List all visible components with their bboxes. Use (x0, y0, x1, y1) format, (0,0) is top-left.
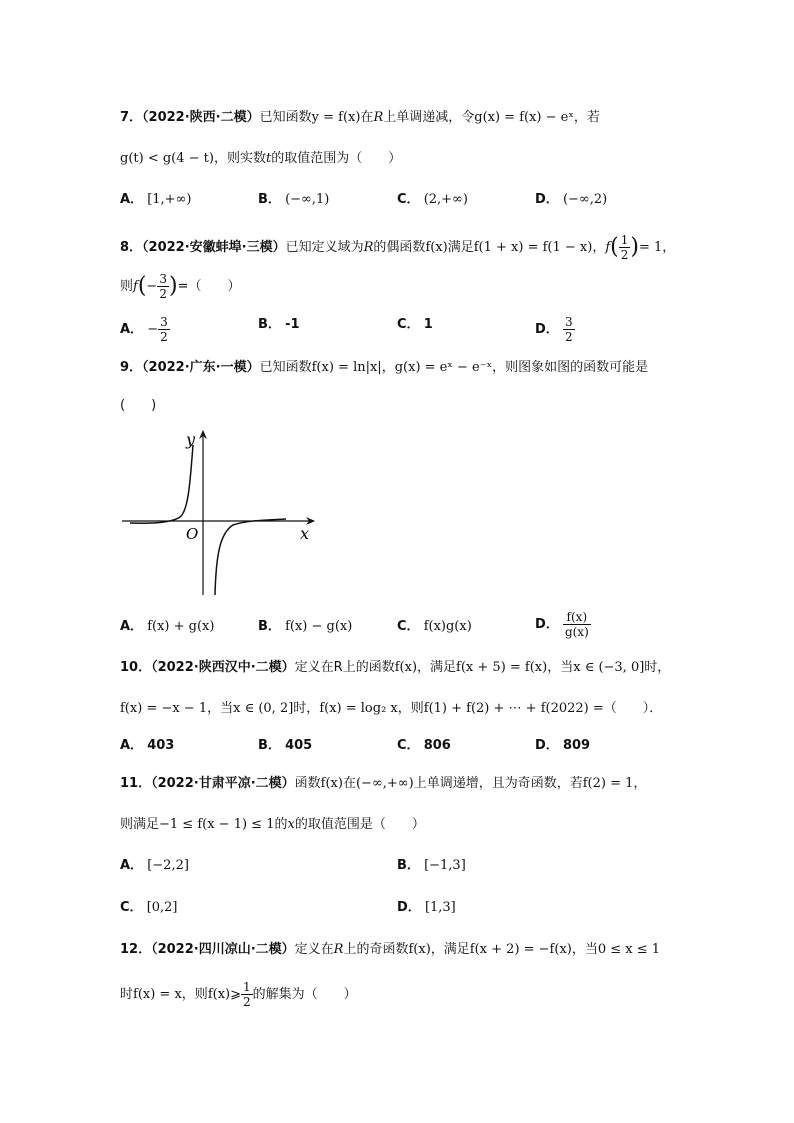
option-value: -1 (285, 317, 300, 332)
q8-R: R (363, 240, 374, 255)
q8-minus: − (146, 279, 158, 294)
q8-text: 的偶函数 (373, 240, 426, 255)
option-value: (−∞,1) (285, 192, 330, 207)
option-letter: C． (397, 317, 420, 332)
option-value: f(x)g(x) (423, 619, 472, 634)
q9-text: 已知函数 (259, 360, 312, 375)
q10-formula: f(x + 5) = f(x) (456, 660, 548, 675)
x-axis-label: x (300, 524, 310, 543)
q7-formula: g(x) = f(x) − eˣ (474, 110, 574, 125)
q8-option-a[interactable] (120, 315, 170, 344)
option-sign: − (147, 322, 159, 337)
q7-formula: y = f(x) (311, 110, 361, 125)
q10-R: R (333, 660, 343, 675)
option-letter: B． (397, 858, 420, 873)
q12-fx: f(x) (408, 942, 431, 957)
q11-fx: f(x) (320, 776, 343, 791)
q7-formula: g(t) < g(4 − t) (120, 151, 214, 166)
q11-option-c[interactable] (120, 898, 178, 918)
q11-option-d[interactable] (397, 898, 456, 918)
q10-formula: f(x) = log₂ x (319, 701, 398, 716)
curve-left-branch (130, 445, 193, 523)
q12-formula: 0 ≤ x ≤ 1 (597, 942, 661, 957)
option-letter: D． (535, 738, 559, 753)
q11-number: 11． (120, 776, 152, 791)
q7-text: 已知函数 (259, 110, 312, 125)
q8-number: 8． (120, 240, 143, 255)
option-letter: C． (397, 192, 420, 207)
option-value: 403 (147, 738, 175, 753)
q9-formula: f(x) = ln|x| (311, 360, 382, 375)
q9-formula: g(x) = eˣ − e⁻ˣ (394, 360, 493, 375)
q9-source: （2022·广东·一模） (142, 360, 260, 375)
option-letter: C． (120, 900, 143, 915)
q8-text: 则 (120, 279, 134, 294)
q11-var: x (287, 817, 295, 832)
q9-option-d[interactable] (535, 610, 591, 639)
q8-source: （2022·安徽蚌埠·三模） (142, 240, 286, 255)
q12-text: 上的奇函数 (343, 942, 409, 957)
q10-formula: f(x) = −x − 1 (120, 701, 208, 716)
option-value: [−1,3] (424, 858, 466, 873)
q10-formula: f(1) + f(2) + ⋯ + f(2022) = (423, 701, 604, 716)
q10-text: ，当 (547, 660, 574, 675)
q8-option-b[interactable] (258, 315, 300, 335)
q10-text: （ ）． (603, 701, 663, 716)
option-letter: A． (120, 322, 144, 337)
option-value: (2,+∞) (423, 192, 468, 207)
q11-text: 上单调递增，且为奇函数，若 (413, 776, 583, 791)
q11-formula: (−∞,+∞) (355, 776, 414, 791)
q7-option-a[interactable] (120, 190, 191, 210)
q10-option-d[interactable] (535, 736, 590, 756)
option-letter: D． (535, 192, 559, 207)
option-value: 809 (562, 738, 591, 753)
option-letter: D． (535, 617, 559, 632)
q7-text: 上单调递减，令 (383, 110, 475, 125)
option-value: [1,3] (424, 900, 456, 915)
q8-line1: 8．（2022·安徽蚌埠·三模）已知定义域为R的偶函数f(x)满足f(1 + x) = f(1 − x)，f( $\frac{1}{2}$ )= 1， (120, 233, 676, 262)
q7-line1 (120, 108, 600, 128)
q9-graph (118, 425, 323, 600)
q7-text: ，若 (573, 110, 600, 125)
q10-fx: f(x) (394, 660, 418, 675)
q9-option-c[interactable] (397, 617, 472, 637)
q8-text: ， (592, 240, 606, 255)
option-letter: A． (120, 858, 144, 873)
q9-line1 (120, 358, 648, 378)
q12-text: 定义在 (294, 942, 334, 957)
q10-formula: x ∈ (−3, 0] (573, 660, 645, 675)
q10-text: 定义在 (294, 660, 334, 675)
q7-R: R (373, 110, 384, 125)
q8-line2: 则f(− $\frac{3}{2}$ )=（ ） (120, 272, 241, 301)
q7-var: t (265, 151, 272, 166)
option-value: 405 (285, 738, 313, 753)
q7-number: 7． (120, 110, 143, 125)
q12-R: R (333, 942, 344, 957)
q11-option-b[interactable] (397, 856, 466, 876)
q12-number: 12． (120, 942, 152, 957)
option-letter: C． (397, 738, 420, 753)
q12-source: （2022·四川凉山·二模） (151, 942, 295, 957)
q9-number: 9． (120, 360, 143, 375)
q10-text: ，当 (207, 701, 234, 716)
q10-source: （2022·陕西汉中·二模） (151, 660, 295, 675)
y-axis-label: y (186, 430, 196, 449)
q11-option-a[interactable] (120, 856, 189, 876)
origin-label: O (186, 525, 199, 543)
q8-text: ， (662, 240, 676, 255)
q8-text: 已知定义域为 (285, 240, 364, 255)
q12-formula: f(x) = x (133, 987, 182, 1002)
q11-source: （2022·甘肃平凉·二模） (151, 776, 295, 791)
q9-text: ，则图象如图的函数可能是 (492, 360, 649, 375)
option-letter: A． (120, 192, 144, 207)
q10-text: ，则 (397, 701, 424, 716)
q10-formula: x ∈ (0, 2] (233, 701, 294, 716)
option-letter: B． (258, 192, 281, 207)
option-letter: C． (397, 619, 420, 634)
q7-text: 的取值范围为（ ） (271, 151, 402, 166)
option-letter: B． (258, 619, 281, 634)
option-value: [0,2] (146, 900, 178, 915)
option-fraction: $\frac{f(x)}{g(x)}$ (564, 610, 589, 639)
option-value: [1,+∞) (147, 192, 192, 207)
q11-text: 的取值范围是（ ） (294, 817, 425, 832)
option-letter: A． (120, 619, 144, 634)
q8-formula: = 1 (639, 240, 663, 255)
option-value: (−∞,2) (562, 192, 608, 207)
q12-text: 时 (120, 987, 134, 1002)
q12-text: ，则 (181, 987, 208, 1002)
q11-formula: −1 ≤ f(x − 1) ≤ 1 (159, 817, 275, 832)
q10-text: 上的函数 (342, 660, 395, 675)
option-letter: A． (120, 738, 144, 753)
q7-option-d[interactable] (535, 190, 607, 210)
option-value: 806 (423, 738, 451, 753)
option-fraction: $\frac{3}{2}$ (160, 315, 168, 344)
q11-line1 (120, 774, 646, 794)
q8-f: f (605, 240, 611, 255)
q11-text: 的 (274, 817, 288, 832)
q11-text: ， (633, 776, 647, 791)
q11-formula: f(2) = 1 (582, 776, 634, 791)
q7-option-c[interactable] (397, 190, 468, 210)
q8-three-halves: $\frac{3}{2}$ (159, 272, 167, 301)
option-value: [−2,2] (147, 858, 189, 873)
q8-fx: f(x) (425, 240, 448, 255)
option-value: f(x) + g(x) (147, 619, 215, 634)
q12-text: ，满足 (430, 942, 470, 957)
q10-line2 (120, 699, 662, 719)
q12-half-fraction: $\frac{1}{2}$ (243, 980, 251, 1009)
q9-option-b[interactable] (258, 617, 352, 637)
q10-text: ，满足 (417, 660, 457, 675)
q8-f: f (133, 279, 138, 294)
q10-number: 10． (120, 660, 152, 675)
option-letter: D． (535, 322, 559, 337)
q7-text: 在 (360, 110, 374, 125)
q12-line2 (120, 980, 357, 1009)
q11-line2 (120, 815, 425, 835)
q9-option-a[interactable] (120, 617, 214, 637)
q10-text: 时， (293, 701, 320, 716)
q9-answer-paren: ( ) (120, 398, 157, 413)
option-letter: B． (258, 738, 281, 753)
q12-text: 的解集为（ ） (252, 987, 357, 1002)
q10-line1 (120, 658, 670, 678)
q7-line2 (120, 149, 401, 169)
q8-option-d[interactable] (535, 315, 575, 344)
q9-text: ， (381, 360, 395, 375)
q8-text: 满足 (447, 240, 474, 255)
curve-right-branch (215, 519, 286, 595)
q12-line1 (120, 940, 660, 960)
q7-text: ，则实数 (213, 151, 266, 166)
q10-option-b[interactable] (258, 736, 312, 756)
q12-formula: f(x)⩾ (207, 987, 241, 1002)
q11-text: 函数 (294, 776, 321, 791)
q10-option-c[interactable] (397, 736, 451, 756)
q7-source: （2022·陕西·二模） (142, 110, 260, 125)
q12-formula: f(x + 2) = −f(x) (469, 942, 572, 957)
q12-text: ，当 (571, 942, 598, 957)
q8-option-c[interactable] (397, 315, 433, 335)
q8-formula: f(1 + x) = f(1 − x) (473, 240, 593, 255)
option-letter: B． (258, 317, 281, 332)
q10-option-a[interactable] (120, 736, 174, 756)
option-value: 1 (423, 317, 433, 332)
option-value: f(x) − g(x) (285, 619, 353, 634)
q11-text: 则满足 (120, 817, 160, 832)
q8-half-fraction: $\frac{1}{2}$ (620, 233, 629, 262)
option-letter: D． (397, 900, 421, 915)
q10-text: 时， (644, 660, 671, 675)
q9-line2 (120, 396, 156, 416)
q11-text: 在 (342, 776, 356, 791)
option-fraction: $\frac{3}{2}$ (564, 315, 573, 344)
q8-text: =（ ） (177, 279, 241, 294)
q7-option-b[interactable] (258, 190, 329, 210)
